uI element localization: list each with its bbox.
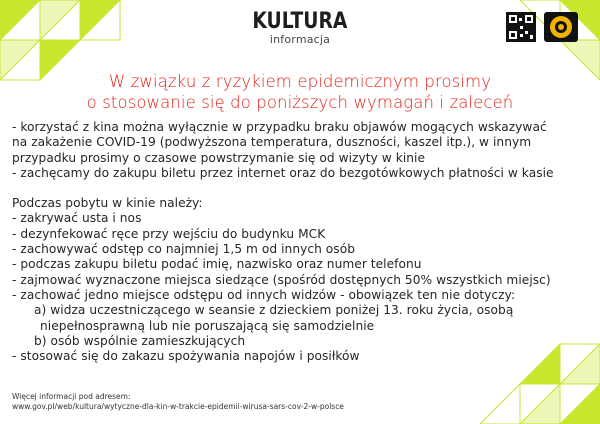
exception-a-continued: niepełnosprawną lub nie poruszającą się samodzielnie	[40, 318, 375, 333]
exception-a: a) widza uczestniczącego w seansie z dzieckiem poniżej 13. roku życia, osobą	[34, 303, 514, 318]
rule-item: - stosować się do zakazu spożywania napojów i posiłków	[12, 349, 360, 364]
intro-line: na zakażenie COVID-19 (podwyższona temperatura, duszności, kaszel itp.), w innym	[12, 135, 532, 150]
rules-content	[12, 120, 592, 364]
headline	[0, 71, 600, 113]
cinema-logo-icon	[544, 12, 578, 42]
rule-item: - zakrywać usta i nos	[12, 211, 142, 226]
rule-item: - zachować jedno miejsce odstępu od innych widzów - obowiązek ten nie dotyczy:	[12, 287, 516, 302]
intro-line: przypadku prosimy o czasowe powstrzymanie się od wizyty w kinie	[12, 150, 426, 165]
qr-code-icon	[506, 12, 536, 42]
brand-subtitle: informacja	[269, 33, 331, 46]
rule-item: - podczas zakupu biletu podać imię, nazwisko oraz numer telefonu	[12, 257, 422, 272]
intro-line: - zachęcamy do zakupu biletu przez internet oraz do bezgotówkowych płatności w kasie	[12, 165, 554, 180]
headline-line-2: o stosowanie się do poniższych wymagań i zaleceń	[86, 93, 514, 112]
footer-link[interactable]: www.gov.pl/web/kultura/wytyczne-dla-kin-w-trakcie-epidemii-wirusa-sars-cov-2-w-polsce	[12, 402, 344, 411]
footer-label: Więcej informacji pod adresem:	[12, 392, 131, 401]
rule-item: - zachowywać odstęp co najmniej 1,5 m od innych osób	[12, 242, 356, 257]
intro-line: - korzystać z kina można wyłącznie w przypadku braku objawów mogących wskazywać	[12, 120, 547, 134]
rule-item: - dezynfekować ręce przy wejściu do budynku MCK	[12, 226, 326, 241]
headline-line-1: W związku z ryzykiem epidemicznym prosimy	[108, 72, 492, 91]
section-title: Podczas pobytu w kinie należy:	[12, 196, 203, 211]
partner-logos	[506, 12, 578, 42]
brand-title: KULTURA	[252, 9, 348, 34]
rule-item: - zajmować wyznaczone miejsca siedzące (spośród dostępnych 50% wszystkich miejsc)	[12, 272, 551, 287]
exception-b: b) osób wspólnie zamieszkujących	[34, 333, 246, 348]
footer	[12, 392, 344, 412]
